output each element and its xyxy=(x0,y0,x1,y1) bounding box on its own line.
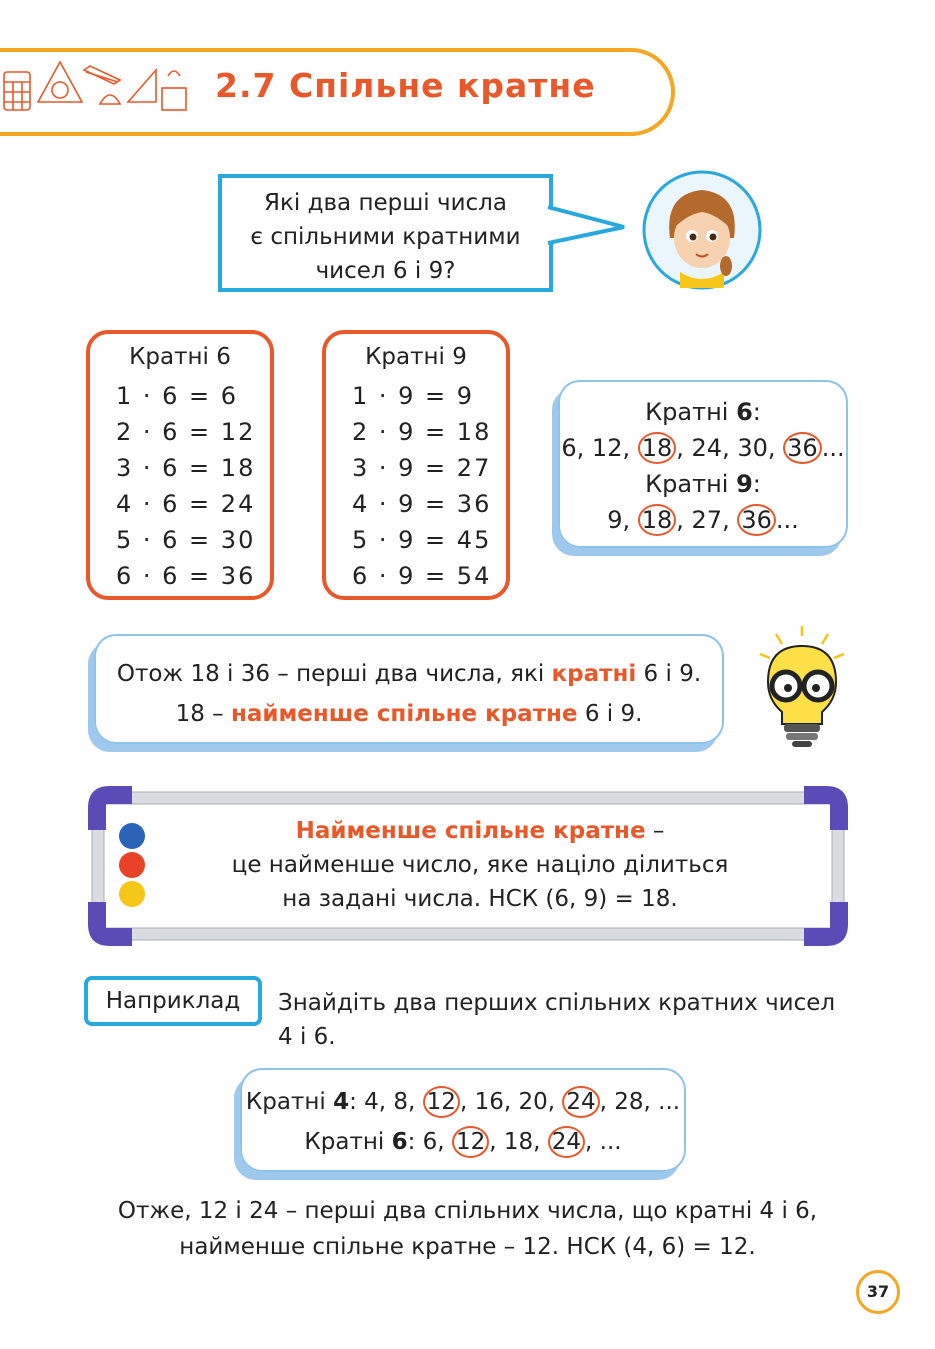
list-9-label: Кратні 9: xyxy=(645,470,761,498)
question-line-2: є спільними кратними xyxy=(250,224,521,250)
multiples-of-9-table xyxy=(322,330,510,600)
circled-number: 12 xyxy=(452,1126,489,1158)
table-row: 2 · 6 = 12 xyxy=(116,418,256,446)
table-row: 5 · 9 = 45 xyxy=(352,526,492,554)
circled-number: 36 xyxy=(737,504,776,536)
lightbulb-icon xyxy=(752,624,852,754)
question-text xyxy=(218,186,553,288)
example-lists xyxy=(240,1082,686,1162)
example-list-4: Кратні 4: 4, 8, 12 , 16, 20, 24 , 28, ... xyxy=(240,1082,686,1122)
table-row: 1 · 9 = 9 xyxy=(352,382,475,410)
definition-line-1: Найменше спільне кратне – xyxy=(295,818,665,844)
table-row: 3 · 9 = 27 xyxy=(352,454,492,482)
table-row: 3 · 6 = 18 xyxy=(116,454,256,482)
summary-line-1: Отож 18 і 36 – перші два числа, які кратні 6 і 9. xyxy=(116,661,702,687)
example-list-6: Кратні 6: 6, 12 , 18, 24 , ... xyxy=(240,1122,686,1162)
speech-bubble-tail xyxy=(548,203,628,253)
question-line-1: Які два перші числа xyxy=(264,190,507,216)
example-task xyxy=(278,986,878,1054)
table-title: Кратні 6 xyxy=(129,344,231,370)
example-task-line-1: Знайдіть два перших спільних кратних чисел xyxy=(278,990,836,1016)
definition-text xyxy=(160,814,800,916)
table-row: 6 · 6 = 36 xyxy=(116,562,256,590)
multiples-lists xyxy=(558,394,848,538)
conclusion-line-1: Отже, 12 і 24 – перші два спільних числа, що кратні 4 і 6, xyxy=(117,1198,818,1224)
math-tools-icon xyxy=(0,52,200,122)
table-row: 4 · 6 = 24 xyxy=(116,490,256,518)
yellow-dot-icon xyxy=(119,881,145,907)
definition-line-3: на задані числа. НСК (6, 9) = 18. xyxy=(282,886,678,912)
multiples-of-6-table xyxy=(86,330,274,600)
circled-number: 24 xyxy=(562,1086,599,1118)
summary-line-2: 18 – найменше спільне кратне 6 і 9. xyxy=(175,701,643,727)
definition-line-2: це найменше число, яке націло ділиться xyxy=(231,852,729,878)
girl-avatar-icon xyxy=(640,168,764,292)
blue-dot-icon xyxy=(119,823,145,849)
page-number: 37 xyxy=(856,1270,900,1314)
circled-number: 12 xyxy=(423,1086,460,1118)
page-title: 2.7 Спільне кратне xyxy=(215,66,596,105)
table-title: Кратні 9 xyxy=(365,344,467,370)
table-row: 2 · 9 = 18 xyxy=(352,418,492,446)
table-row: 5 · 6 = 30 xyxy=(116,526,256,554)
red-dot-icon xyxy=(119,852,145,878)
conclusion-text xyxy=(60,1193,875,1265)
list-6-label: Кратні 6: xyxy=(645,398,761,426)
conclusion-line-2: найменше спільне кратне – 12. НСК (4, 6) = 12. xyxy=(179,1234,756,1260)
example-task-line-2: 4 і 6. xyxy=(278,1024,336,1050)
circled-number: 18 xyxy=(638,504,677,536)
question-line-3: чисел 6 і 9? xyxy=(315,258,456,284)
list-6-sequence: 6, 12, 18 , 24, 30, 36 ... xyxy=(561,434,845,462)
circled-number: 36 xyxy=(783,432,822,464)
summary-text xyxy=(94,654,724,734)
circled-number: 18 xyxy=(638,432,677,464)
circled-number: 24 xyxy=(548,1126,585,1158)
table-row: 1 · 6 = 6 xyxy=(116,382,239,410)
example-tag: Наприклад xyxy=(84,976,262,1026)
table-row: 6 · 9 = 54 xyxy=(352,562,492,590)
table-row: 4 · 9 = 36 xyxy=(352,490,492,518)
list-9-sequence: 9, 18 , 27, 36 ... xyxy=(607,506,799,534)
